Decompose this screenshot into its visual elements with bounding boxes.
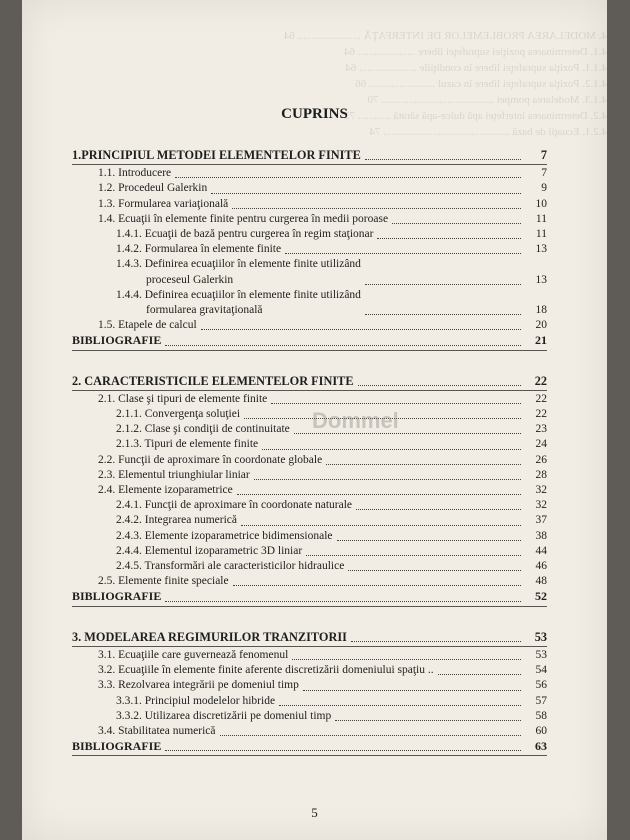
toc-entry-label: 3.3. Rezolvarea integrării pe domeniul timp [98,679,299,692]
dot-leader [165,345,521,346]
dot-leader [365,314,521,315]
rule-line [72,164,547,165]
dot-leader [233,585,521,586]
toc-entry-page: 60 [535,724,547,737]
toc-entry-page: 32 [535,484,547,497]
toc-entry[interactable] [72,544,547,559]
section-gap [72,352,547,374]
toc-entry[interactable] [72,663,547,678]
toc-entry-page: 22 [535,408,547,421]
toc-entry-label-line1: 1.4.3. Definirea ecuaţiilor în elemente finite utilizând [116,258,361,271]
dot-leader [351,641,521,642]
toc-entry-page: 53 [535,648,547,661]
toc-entry[interactable] [72,212,547,227]
dot-leader [348,570,521,571]
toc-chapter-heading-page: 53 [534,629,547,644]
toc-chapter-heading[interactable] [72,630,547,645]
toc-entry-page: 24 [535,438,547,451]
toc-chapter-heading[interactable] [72,148,547,163]
toc-entry[interactable] [72,288,547,318]
toc-entry[interactable] [72,724,547,739]
toc-entry[interactable] [72,694,547,709]
toc-entry[interactable] [72,227,547,242]
toc-entry-page: 18 [535,304,547,317]
dot-leader [438,674,521,675]
dot-leader [303,690,521,691]
toc-entry[interactable] [72,678,547,693]
toc-bibliography-page: 21 [535,333,547,348]
rule-line [72,606,547,607]
toc-entry-page: 7 [541,167,547,180]
toc-entry[interactable] [72,498,547,513]
toc-chapter-heading[interactable] [72,374,547,389]
toc-entry[interactable] [72,709,547,724]
table-of-contents [72,148,547,757]
dot-leader [165,601,521,602]
toc-entry-label: 2.5. Elemente finite speciale [98,575,229,588]
dot-leader [285,253,521,254]
rule-line [72,755,547,756]
dot-leader [254,479,521,480]
toc-entry-label: 2.4.3. Elemente izoparametrice bidimensionale [116,529,333,542]
dot-leader [232,208,521,209]
toc-entry[interactable] [72,242,547,257]
toc-entry-label [116,257,361,287]
toc-entry[interactable] [72,422,547,437]
dot-leader [241,525,521,526]
toc-bibliography[interactable] [72,333,547,348]
toc-entry[interactable] [72,181,547,196]
toc-entry[interactable] [72,318,547,333]
toc-entry-label: 2.4. Elemente izoparametrice [98,484,233,497]
toc-entry-label: 2.4.1. Funcţii de aproximare în coordonate naturale [116,499,352,512]
toc-entry-page: 11 [535,212,547,225]
toc-entry-label: 1.4. Ecuaţii în elemente finite pentru curgerea în medii poroase [98,212,389,225]
toc-entry-page: 28 [535,468,547,481]
toc-bibliography-page: 63 [535,739,547,754]
toc-entry[interactable] [72,453,547,468]
dot-leader [220,735,521,736]
toc-entry-page: 11 [535,228,547,241]
toc-entry-label-line2: formularea gravitaţională [146,304,263,317]
dot-leader [392,223,521,224]
toc-entry-label: 3.3.1. Principiul modelelor hibride [116,694,276,707]
toc-entry-label: 1.4.1. Ecuaţii de bază pentru curgerea în regim staţionar [116,228,374,241]
dot-leader [326,464,521,465]
page-number: 5 [311,805,318,820]
toc-entry-label: 2.1.3. Tipuri de elemente finite [116,438,259,451]
toc-entry-label: 2.4.4. Elementul izoparametric 3D liniar [116,544,303,557]
toc-bibliography-label: BIBLIOGRAFIE [72,589,162,604]
dot-leader [292,659,521,660]
toc-entry-label: 1.3. Formularea variaţională [98,197,229,210]
toc-entry-label-line1: 1.4.4. Definirea ecuaţiilor în elemente finite utilizând [116,288,361,301]
toc-entry-label: 3.3.2. Utilizarea discretizării pe domeniul timp [116,709,332,722]
toc-entry-label [116,288,361,318]
dot-leader [165,750,521,751]
toc-entry[interactable] [72,392,547,407]
dot-leader [335,720,521,721]
toc-entry[interactable] [72,407,547,422]
dot-leader [237,494,521,495]
toc-entry[interactable] [72,483,547,498]
dot-leader [262,449,521,450]
toc-entry[interactable] [72,648,547,663]
toc-entry-page: 13 [535,273,547,286]
dot-leader [358,385,521,386]
toc-bibliography-label: BIBLIOGRAFIE [72,739,162,754]
dot-leader [306,555,521,556]
toc-bibliography-page: 52 [535,589,547,604]
dot-leader [271,403,521,404]
watermark-logo: Dommel [312,408,399,433]
toc-entry-label: 1.4.2. Formularea în elemente finite [116,243,282,256]
toc-entry-page: 13 [535,243,547,256]
toc-entry-label-line2: proceseul Galerkin [146,273,234,286]
dot-leader [279,705,521,706]
toc-entry-page: 48 [535,575,547,588]
toc-chapter-heading-label: 1.PRINCIPIUL METODEI ELEMENTELOR FINITE [72,148,361,162]
toc-entry-page: 22 [535,392,547,405]
toc-entry-label: 1.1. Introducere [98,167,172,180]
toc-entry-page: 38 [535,529,547,542]
dot-leader [201,329,521,330]
book-page [22,0,607,840]
toc-entry-label: 2.1.1. Convergenţa soluţiei [116,408,241,421]
toc-entry-page: 57 [535,694,547,707]
dot-leader [175,177,521,178]
dot-leader [211,193,521,194]
toc-chapter-heading-label: 3. MODELAREA REGIMURILOR TRANZITORII [72,629,347,644]
toc-entry-label: 1.2. Procedeul Galerkin [98,182,208,195]
toc-chapter-heading-page: 7 [540,148,547,162]
rule-line [72,390,547,391]
toc-entry-label: 2.1.2. Clase şi condiţii de continuitate [116,423,290,436]
toc-entry-page: 10 [535,197,547,210]
toc-entry-label: 3.2. Ecuaţiile în elemente finite aferente discretizării domeniului spaţiu .. [98,664,434,677]
toc-entry[interactable] [72,468,547,483]
dot-leader [377,238,521,239]
section-gap [72,608,547,630]
toc-entry-page: 44 [535,544,547,557]
bleed-through-text: 4. MODELAREA PROBLEMELOR DE INTERFAŢĂ ....................... 64 4.1. Determinarea poziţiei suprafeţei libere ..................... 64 4.1.1. Poziţia suprafeţei libere în condiţiile ..................... 64 4.1.2. Poziţia suprafeţei libere în cazul ........................ 66 4.1.3. Modelarea pompei ......................................... 70 4.2. Determinarea interfeţei apă dulce-apă sărată ............ 72 4.2.1. Ecuaţii de bază .............................................. 74 [283,30,607,138]
toc-entry-page: 37 [535,514,547,527]
toc-bibliography-label: BIBLIOGRAFIE [72,333,162,348]
toc-entry[interactable] [72,513,547,528]
toc-entry-page: 54 [535,664,547,677]
toc-entry[interactable] [72,559,547,574]
page-title: CUPRINS [281,106,348,122]
toc-entry-page: 9 [541,182,547,195]
toc-chapter-heading-label: 2. CARACTERISTICILE ELEMENTELOR FINITE [72,373,354,388]
toc-entry[interactable] [72,166,547,181]
toc-chapter-heading-page: 22 [534,373,547,388]
toc-entry-page: 32 [535,499,547,512]
toc-entry[interactable] [72,529,547,544]
toc-entry-label: 2.1. Clase şi tipuri de elemente finite [98,392,268,405]
toc-entry-label: 3.4. Stabilitatea numerică [98,724,216,737]
rule-line [72,350,547,351]
toc-bibliography[interactable] [72,589,547,604]
dot-leader [337,540,521,541]
toc-bibliography[interactable] [72,739,547,754]
toc-entry-label: 2.4.5. Transformări ale caracteristicilor hidraulice [116,560,345,573]
toc-entry-label: 3.1. Ecuaţiile care guvernează fenomenul [98,648,289,661]
toc-entry-label: 2.4.2. Integrarea numerică [116,514,238,527]
toc-entry-label: 2.3. Elementul triunghiular liniar [98,468,250,481]
dot-leader [365,284,521,285]
toc-entry-page: 26 [535,453,547,466]
toc-entry[interactable] [72,574,547,589]
toc-entry-label: 1.5. Etapele de calcul [98,319,197,332]
toc-entry-page: 56 [535,679,547,692]
toc-entry[interactable] [72,257,547,287]
toc-entry[interactable] [72,437,547,452]
toc-entry[interactable] [72,197,547,212]
toc-entry-page: 58 [535,709,547,722]
toc-entry-label: 2.2. Funcţii de aproximare în coordonate globale [98,453,323,466]
dot-leader [356,509,521,510]
toc-entry-page: 23 [535,423,547,436]
toc-entry-page: 46 [535,560,547,573]
toc-entry-page: 20 [535,319,547,332]
dot-leader [365,159,521,160]
rule-line [72,646,547,647]
